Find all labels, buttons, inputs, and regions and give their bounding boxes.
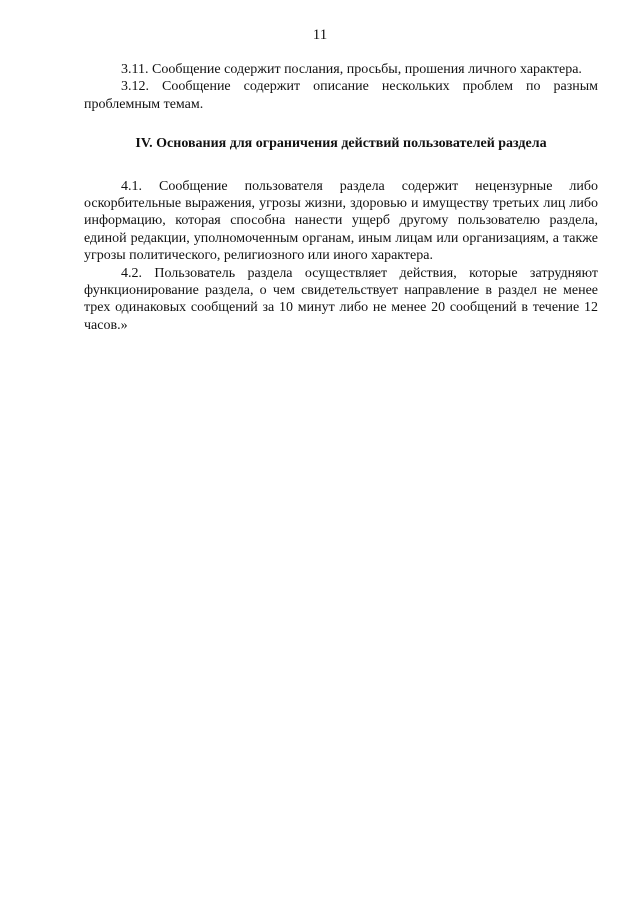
paragraph-3-11: 3.11. Сообщение содержит послания, просьбы, прошения личного характера.	[121, 62, 582, 77]
paragraph-3-12: 3.12. Сообщение содержит описание нескольких проблем по разным проблемным темам.	[84, 79, 598, 112]
section-heading-iv: IV. Основания для ограничения действий пользователей раздела	[135, 136, 547, 152]
document-body	[84, 61, 598, 334]
page-number: 11	[312, 27, 328, 43]
paragraph-4-1: 4.1. Сообщение пользователя раздела содержит нецензурные либо оскорбительные выражения, угрозы жизни, здоровью и имуществу третьих лиц либо информацию, которая способна нанести ущерб другому пользователю раздела, единой редакции, уполномоченным органам, иным лицам или организациям, а также угрозы политического, религиозного или иного характера.	[84, 178, 598, 264]
paragraph-4-2: 4.2. Пользователь раздела осуществляет действия, которые затрудняют функционирование раздела, о чем свидетельствует направление в раздел не менее трех одинаковых сообщений за 10 минут либо не менее 20 сообщений в течение 12 часов.»	[84, 265, 598, 333]
